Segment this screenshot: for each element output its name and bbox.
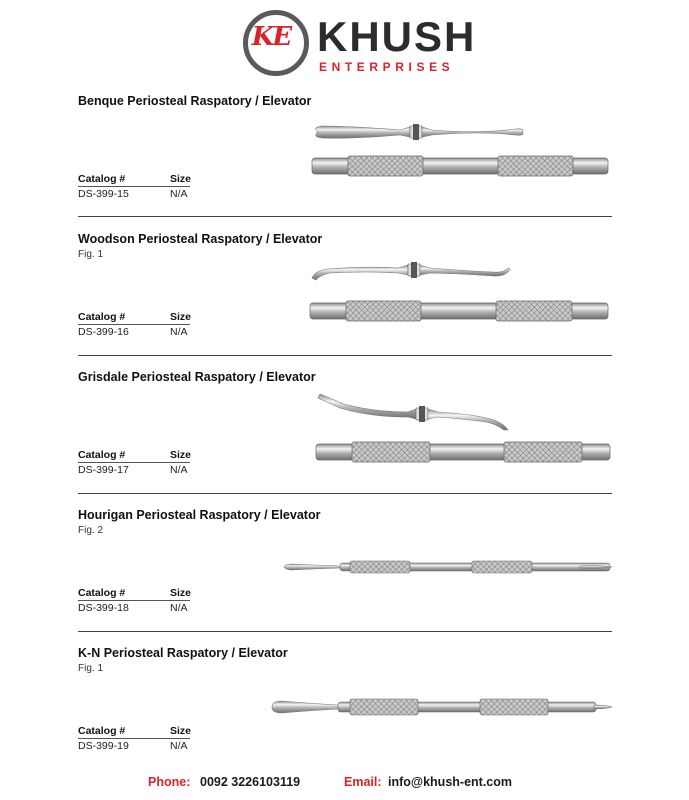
catalog-underline — [78, 186, 190, 187]
size-label: Size — [170, 311, 192, 323]
figure-label: Fig. 1 — [78, 249, 104, 260]
brand-name: KHUSH — [317, 13, 477, 60]
logo-monogram: KE — [251, 22, 291, 52]
catalog-underline — [78, 738, 190, 739]
size-value: N/A — [170, 602, 188, 614]
size-label: Size — [170, 587, 192, 599]
product-title: Grisdale Periosteal Raspatory / Elevator — [78, 370, 316, 384]
catalog-label: Catalog # — [78, 587, 126, 599]
section-divider — [78, 216, 612, 217]
size-label: Size — [170, 449, 192, 461]
size-label: Size — [170, 725, 192, 737]
catalog-number: DS-399-16 — [78, 326, 129, 338]
size-value: N/A — [170, 188, 188, 200]
catalog-underline — [78, 462, 190, 463]
catalog-number: DS-399-17 — [78, 464, 129, 476]
catalog-underline — [78, 324, 190, 325]
catalog-label: Catalog # — [78, 311, 126, 323]
product-title: Hourigan Periosteal Raspatory / Elevator — [78, 508, 321, 522]
section-divider — [78, 493, 612, 494]
product-title: Woodson Periosteal Raspatory / Elevator — [78, 232, 323, 246]
catalog-label: Catalog # — [78, 173, 126, 185]
size-value: N/A — [170, 740, 188, 752]
catalog-number: DS-399-15 — [78, 188, 129, 200]
catalog-number: DS-399-19 — [78, 740, 129, 752]
catalog-label: Catalog # — [78, 725, 126, 737]
catalog-number: DS-399-18 — [78, 602, 129, 614]
figure-label: Fig. 2 — [78, 525, 104, 536]
catalog-underline — [78, 600, 190, 601]
section-divider — [78, 631, 612, 632]
catalog-label: Catalog # — [78, 449, 126, 461]
brand-subtitle: ENTERPRISES — [319, 60, 455, 74]
product-title: K-N Periosteal Raspatory / Elevator — [78, 646, 288, 660]
size-label: Size — [170, 173, 192, 185]
section-divider — [78, 355, 612, 356]
instrument-image-2 — [308, 256, 613, 326]
phone-number[interactable]: 0092 3226103119 — [200, 775, 301, 789]
instrument-image-5 — [268, 692, 616, 722]
product-title: Benque Periosteal Raspatory / Elevator — [78, 94, 312, 108]
phone-label: Phone: — [148, 775, 191, 789]
figure-label: Fig. 1 — [78, 663, 104, 674]
brand-logo — [243, 10, 477, 82]
size-value: N/A — [170, 326, 188, 338]
instrument-image-4 — [280, 555, 615, 579]
instrument-image-3 — [314, 390, 614, 468]
email-address[interactable]: info@khush-ent.com — [388, 775, 512, 789]
size-value: N/A — [170, 464, 188, 476]
instrument-image-1 — [310, 118, 610, 188]
email-label: Email: — [344, 775, 382, 789]
